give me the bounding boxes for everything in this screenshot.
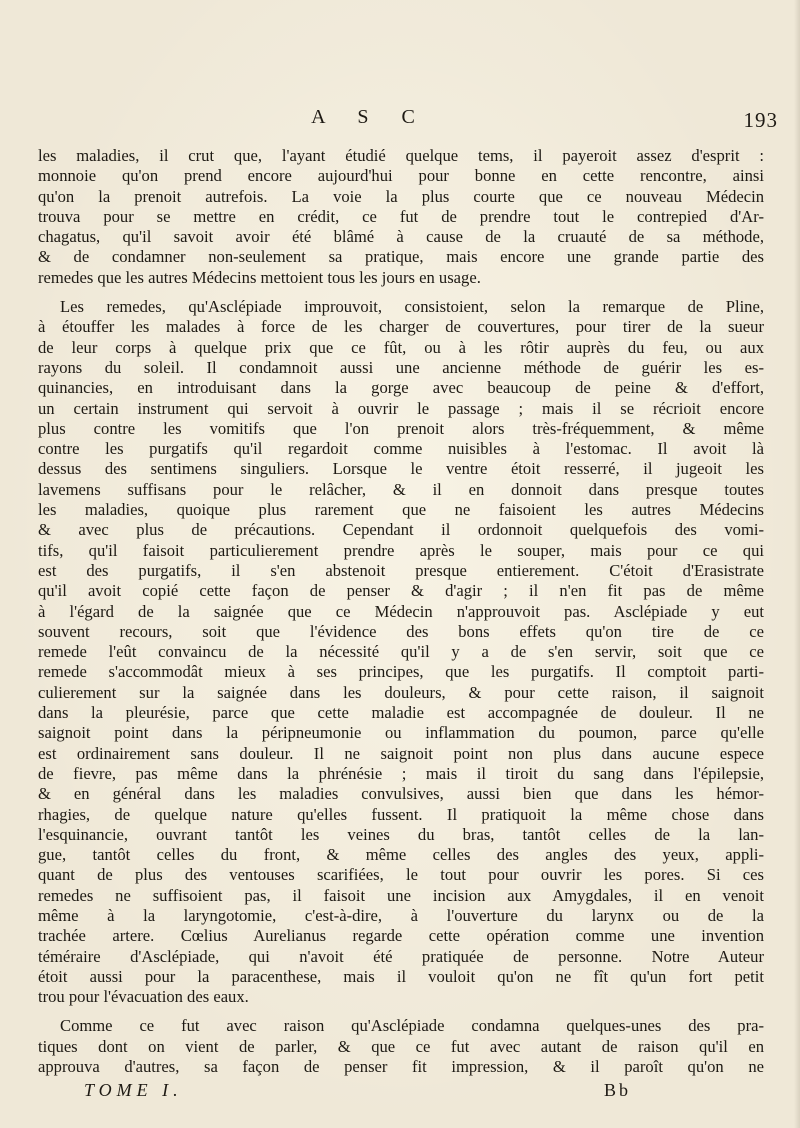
- text-line: saignoit point dans la péripneumonie ou inflammation du poumon, parce qu'elle: [38, 723, 764, 743]
- text-line: l'esquinancie, ouvrant tantôt les veines du bras, tantôt celles de la lan-: [38, 824, 764, 844]
- sheet-signature-mark: Bb: [604, 1080, 632, 1100]
- paragraph-3: [38, 1016, 764, 1077]
- body-text: [38, 146, 764, 1086]
- page-number: 193: [743, 108, 778, 132]
- paragraph-1: [38, 146, 764, 288]
- text-line: de leur corps à quelque prix que ce fût, ou à les rôtir auprès du feu, ou aux: [38, 337, 764, 357]
- text-line: remedes que les autres Médecins mettoient tous les jours en usage.: [38, 267, 481, 287]
- text-line: est ordinairement sans douleur. Il ne saignoit point non plus dans aucune espece: [38, 743, 764, 763]
- text-line: téméraire d'Asclépiade, qui n'avoit été pratiquée de personne. Notre Auteur: [38, 946, 764, 966]
- volume-signature: TOME I.: [84, 1080, 183, 1100]
- text-line: dessus des sentimens singuliers. Lorsque le ventre étoit resserré, il jugeoit les: [38, 459, 764, 479]
- text-line: rayons du soleil. Il condamnoit aussi une ancienne méthode de guérir les es-: [38, 357, 764, 377]
- text-line: plus contre les vomitifs que l'on prenoit alors très-fréquemment, & même: [38, 418, 764, 438]
- text-line: remede l'eût convaincu de la nécessité qu'il y a de s'en servir, soit que ce: [38, 642, 764, 662]
- text-line: qu'il avoit copié cette façon de penser & d'agir ; il n'en fit pas de même: [38, 581, 764, 601]
- text-line: lavemens suffisans pour le relâcher, & il en donnoit dans presque toutes: [38, 479, 764, 499]
- text-line: trachée artere. Cœlius Aurelianus regarde cette opération comme une invention: [38, 926, 764, 946]
- text-line: même à la laryngotomie, c'est-à-dire, à l'ouverture du larynx ou de la: [38, 905, 764, 925]
- text-line: qu'on la prenoit autrefois. La voie la plus courte que ce nouveau Médecin: [38, 186, 764, 206]
- text-line: à l'égard de la saignée que ce Médecin n'approuvoit pas. Asclépiade y eut: [38, 601, 764, 621]
- text-line: Les remedes, qu'Asclépiade improuvoit, consistoient, selon la remarque de Pline,: [60, 297, 764, 317]
- text-line: les maladies, quoique plus rarement que ne faisoient les autres Médecins: [38, 500, 764, 520]
- text-line: est des purgatifs, il s'en abstenoit presque entierement. C'étoit d'Erasistrate: [38, 560, 764, 580]
- text-line: Comme ce fut avec raison qu'Asclépiade condamna quelques-unes des pra-: [60, 1016, 764, 1036]
- text-line: contre les purgatifs qu'il regardoit comme nuisibles à l'estomac. Il avoit là: [38, 439, 764, 459]
- running-head: [0, 106, 800, 134]
- page-footer: [0, 1080, 800, 1106]
- paragraph-2: [38, 297, 764, 1007]
- text-line: tifs, qu'il faisoit particulierement prendre après le souper, mais pour ce qui: [38, 540, 764, 560]
- text-line: quinancies, en introduisant dans la gorge avec beaucoup de peine & d'effort,: [38, 378, 764, 398]
- text-line: à étouffer les malades à force de les charger de couvertures, pour tirer de la sueur: [38, 317, 764, 337]
- text-line: quant de plus des ventouses scarifiées, le tout pour ouvrir les pores. Si ces: [38, 865, 764, 885]
- text-line: tiques dont on vient de parler, & que ce fut avec autant de raison qu'il en: [38, 1036, 764, 1056]
- text-line: dans la pleurésie, parce que cette maladie est accompagnée de douleur. Il ne: [38, 703, 764, 723]
- text-line: & avec plus de précautions. Cependant il ordonnoit quelquefois des vomi-: [38, 520, 764, 540]
- text-line: étoit aussi pour la paracenthese, mais il vouloit qu'on ne fît qu'un fort petit: [38, 966, 764, 986]
- text-line: monnoie qu'on prend encore aujourd'hui pour bonne en cette rencontre, ainsi: [38, 166, 764, 186]
- text-line: trouva pour se mettre en crédit, ce fut de prendre tout le contrepied d'Ar-: [38, 206, 764, 226]
- text-line: trou pour l'évacuation des eaux.: [38, 987, 249, 1007]
- text-line: gue, tantôt celles du front, & même celles des angles des yeux, appli-: [38, 845, 764, 865]
- text-line: remedes ne suffisoient pas, il faisoit une incision aux Amygdales, il en venoit: [38, 885, 764, 905]
- text-line: culierement sur la saignée dans les douleurs, & pour cette raison, il saignoit: [38, 682, 764, 702]
- text-line: les maladies, il crut que, l'ayant étudié quelque tems, il payeroit assez d'esprit :: [38, 146, 764, 165]
- text-line: & en général dans les maladies convulsives, aussi bien que dans les hémor-: [38, 784, 764, 804]
- running-title: A S C: [311, 106, 429, 128]
- text-line: souvent recours, soit que l'évidence des bons effets qu'on tire de ce: [38, 621, 764, 641]
- text-line: un certain instrument qui servoit à ouvrir le passage ; mais il se récrioit encore: [38, 398, 764, 418]
- text-line: rhagies, de quelque nature qu'elles fussent. Il pratiquoit la même chose dans: [38, 804, 764, 824]
- text-line: remede s'accommodât mieux à ses principes, que les purgatifs. Il comptoit parti-: [38, 662, 764, 682]
- text-line: chagatus, qu'il savoit avoir été blâmé à cause de la cruauté de sa méthode,: [38, 227, 764, 247]
- text-line: de fievre, pas même dans la phrénésie ; mais il tiroit du sang dans l'épilepsie,: [38, 763, 764, 783]
- text-line: & de condamner non-seulement sa pratique, mais encore une grande partie des: [38, 247, 764, 267]
- text-line: approuva d'autres, sa façon de penser fit impression, & il paroît qu'on ne: [38, 1057, 764, 1077]
- scan-edge-shadow: [794, 0, 800, 1128]
